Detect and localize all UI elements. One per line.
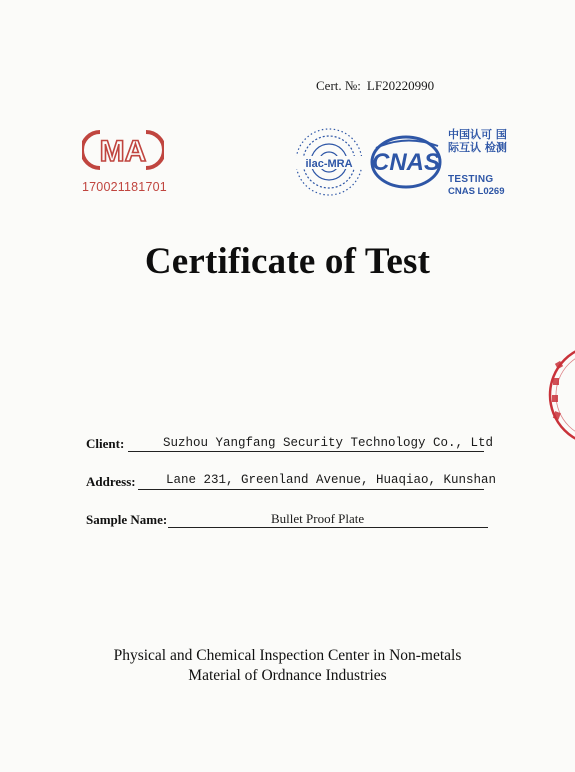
address-underline: [138, 489, 484, 490]
client-value: Suzhou Yangfang Security Technology Co., Ltd: [163, 436, 494, 450]
cnas-testing-label: TESTING: [448, 174, 494, 185]
certificate-number: [316, 78, 434, 94]
cma-logo: [82, 128, 174, 172]
address-value: Lane 231, Greenland Avenue, Huaqiao, Kunshan: [166, 473, 497, 487]
cnas-text: CNAS: [371, 149, 441, 176]
sample-name-underline: [168, 527, 488, 528]
issuer-line-2: Material of Ordnance Industries: [188, 667, 387, 684]
cma-logo-text: MA: [99, 135, 147, 168]
sample-name-label: Sample Name:: [86, 512, 168, 527]
sample-name-value: Bullet Proof Plate: [271, 511, 365, 526]
red-seal-stamp: [540, 340, 575, 450]
cnas-code: CNAS L0269: [448, 186, 505, 197]
address-field: [86, 473, 497, 490]
address-label: Address:: [86, 474, 136, 489]
client-label: Client:: [86, 436, 125, 451]
cnas-logo: [366, 132, 446, 192]
cert-no-label: Cert. №:: [316, 78, 361, 93]
ilac-mra-logo: [293, 126, 365, 198]
client-field: [86, 436, 494, 452]
cnas-chinese-text: 中国认可 国际互认 检测: [448, 128, 507, 154]
issuer-line-1: Physical and Chemical Inspection Center in Non-metals: [113, 647, 462, 664]
cert-no-value: LF20220990: [366, 78, 435, 93]
client-underline: [128, 451, 484, 452]
sample-name-field: [86, 511, 365, 528]
cma-number: 170021181701: [82, 180, 167, 194]
issuer-footer: [0, 646, 575, 686]
document-title: Certificate of Test: [144, 241, 431, 282]
ilac-text: ilac-MRA: [305, 158, 353, 170]
